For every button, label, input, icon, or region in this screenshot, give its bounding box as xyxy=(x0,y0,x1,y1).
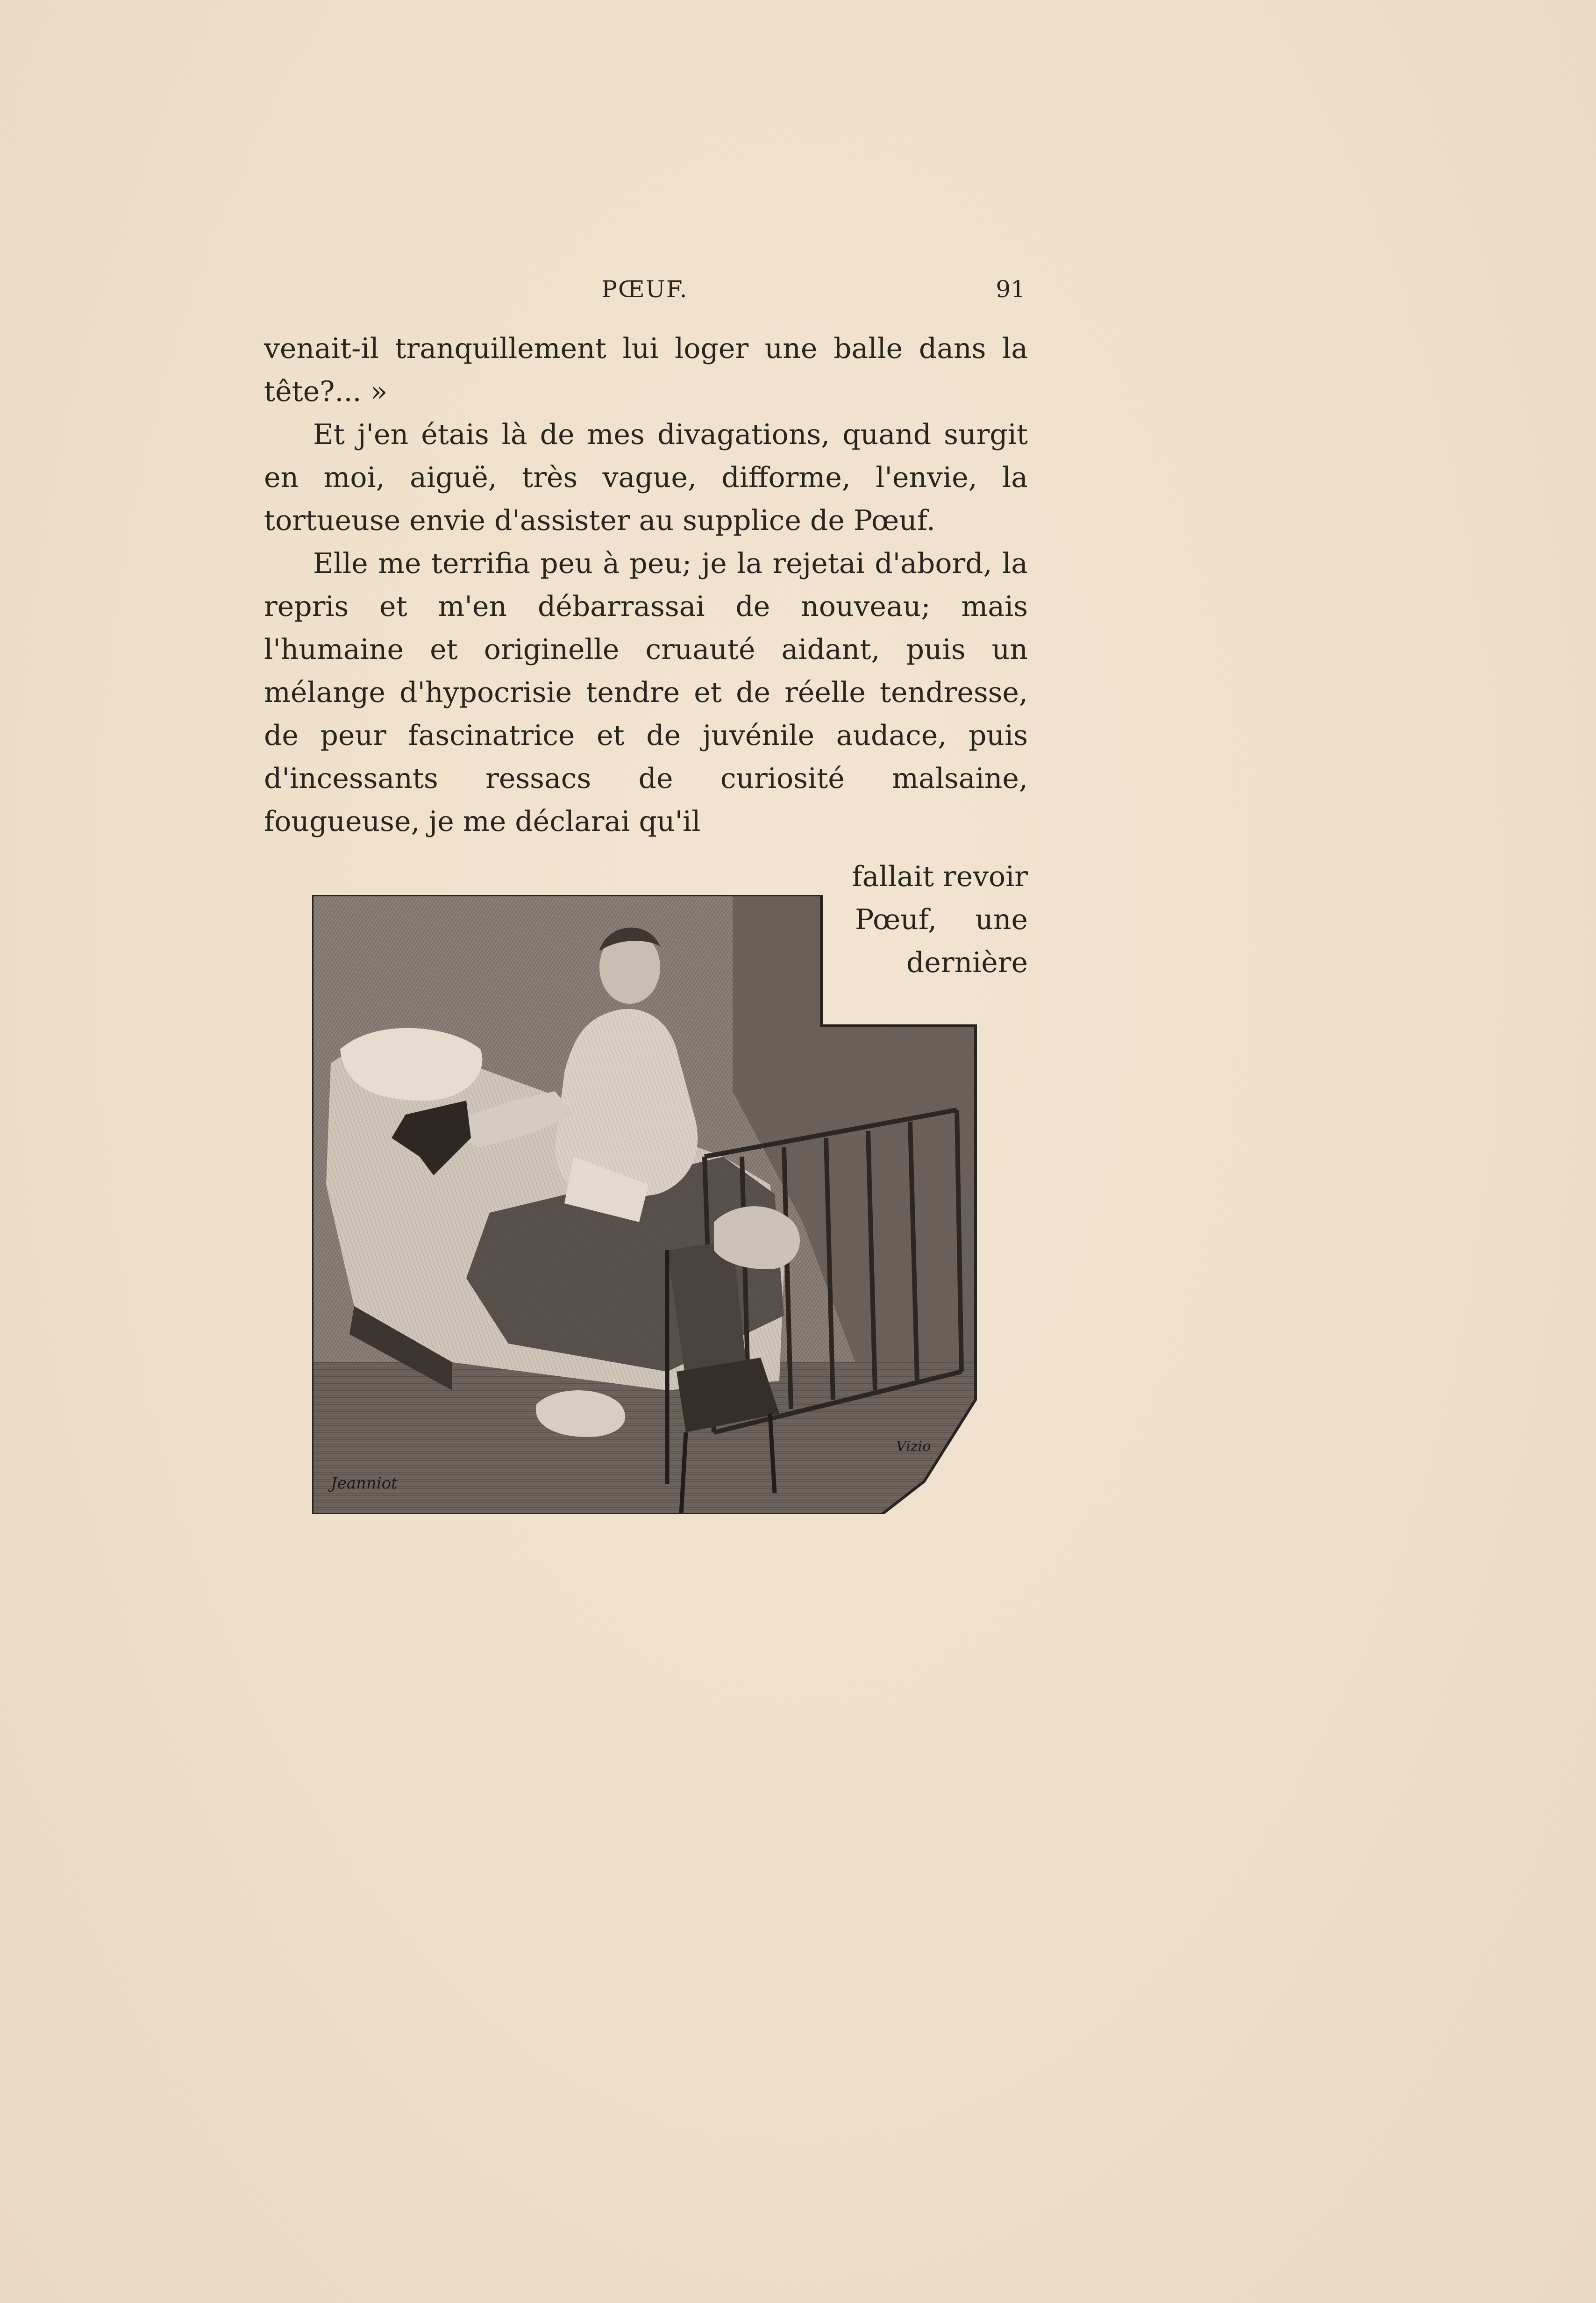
page-number: 91 xyxy=(996,276,1026,303)
page-header xyxy=(264,276,1026,313)
body-text xyxy=(264,327,1028,843)
running-title: PŒUF. xyxy=(601,276,688,303)
wrapped-line-1: fallait revoir xyxy=(852,860,1028,893)
paragraph-1-line-2: tête?... » xyxy=(264,375,388,408)
wrapped-line-3: dernière xyxy=(906,946,1028,979)
paragraph-1-line-1: venait-il tranquillement lui loger une balle dans la xyxy=(264,332,1028,365)
paragraph-2: Et j'en étais là de mes divagations, quand surgit en moi, aiguë, très vague, difforme, l'envie, la tortueuse envie d'assister au supplice de Pœuf. xyxy=(264,418,1028,537)
wrapped-line-2-text: Pœuf, une xyxy=(855,903,1028,936)
signature-right: Vizio xyxy=(896,1438,931,1455)
engraving-illustration xyxy=(312,895,980,1514)
paragraph-3: Elle me terrifia peu à peu; je la rejetai d'abord, la repris et m'en débarrassai de nouveau; mais l'humaine et originelle cruauté aidant, puis un mélange d'hypocrisie tendre et de réelle tendresse, de peur fascinatrice et de juvénile audace, puis d'incessants ressacs de curiosité malsaine, fougueuse, je me déclarai qu'il xyxy=(264,547,1028,838)
signature-left: Jeanniot xyxy=(331,1474,398,1493)
